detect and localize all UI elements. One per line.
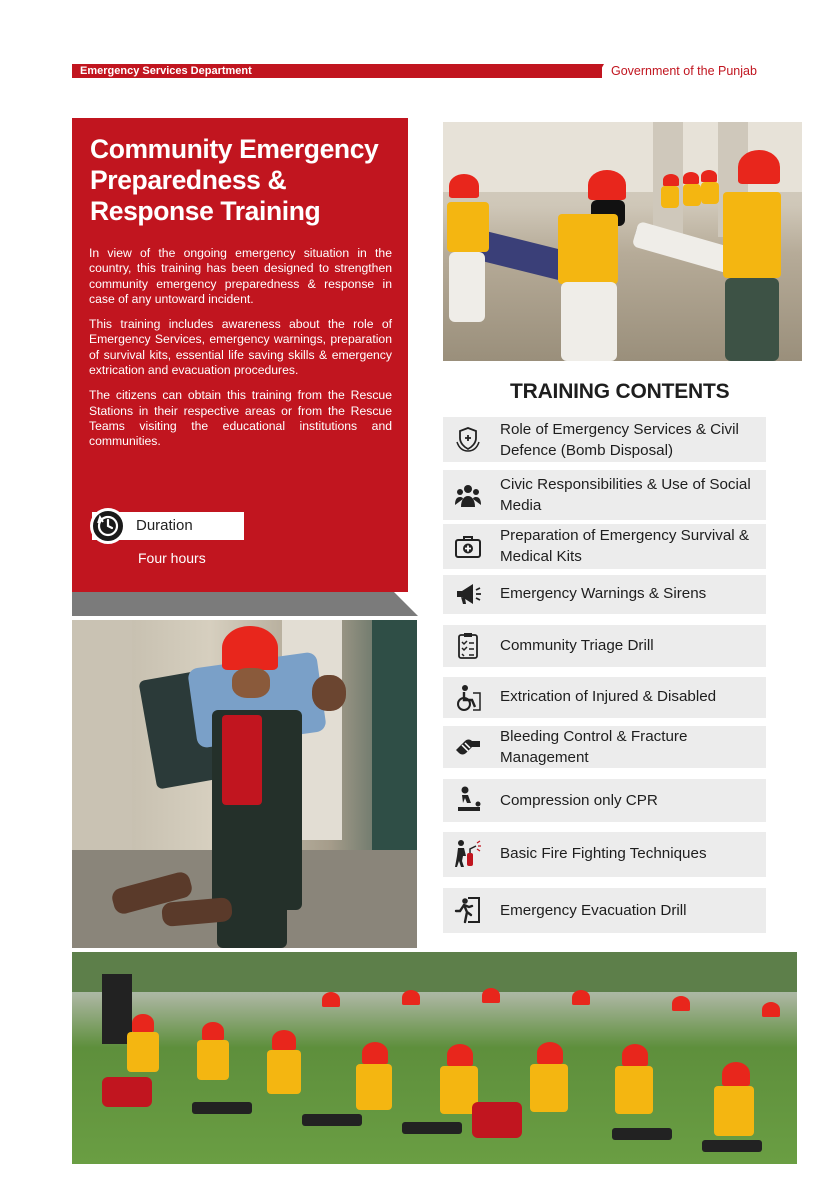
medical-kit-icon [453, 531, 483, 561]
training-contents-title: TRAINING CONTENTS [510, 380, 730, 403]
shield-hands-icon [453, 424, 483, 454]
page-title: Community Emergency Preparedness & Response Training [90, 134, 379, 226]
list-item [443, 779, 766, 822]
community-icon [453, 480, 483, 510]
info-panel [72, 118, 408, 592]
intro-paragraph: In view of the ongoing emergency situation in the country, this training has been designed to strengthen community emergency preparedness & response in case of any untoward incident. [89, 246, 392, 306]
availability-paragraph: The citizens can obtain this training from the Rescue Stations in their respective areas or from the Rescue Teams visiting the educational institutions and communities. [89, 388, 392, 449]
cpr-training-photo [72, 952, 797, 1164]
cpr-icon [453, 785, 483, 815]
list-item [443, 726, 766, 768]
duration-value: Four hours [138, 550, 206, 566]
list-item [443, 677, 766, 718]
list-item [443, 524, 766, 569]
list-item-label: Basic Fire Fighting Techniques [500, 845, 707, 862]
clipboard-checklist-icon [453, 631, 483, 661]
clock-icon [90, 508, 126, 544]
wheelchair-icon [453, 683, 483, 713]
list-item [443, 575, 766, 614]
department-name: Emergency Services Department [80, 65, 252, 77]
list-item [443, 470, 766, 520]
panel-shadow-strip [72, 590, 418, 616]
header-bar-notch [596, 64, 604, 78]
list-item-label: Community Triage Drill [500, 637, 654, 654]
bandaged-hand-icon [453, 732, 483, 762]
panel-description [89, 246, 392, 460]
list-item [443, 832, 766, 877]
fire-extinguisher-icon [453, 839, 483, 869]
fireman-carry-photo [72, 620, 417, 948]
list-item [443, 625, 766, 667]
list-item-label: Role of Emergency Services & Civil Defence (Bomb Disposal) [500, 421, 739, 459]
list-item-label: Extrication of Injured & Disabled [500, 688, 717, 705]
list-item-label: Emergency Evacuation Drill [500, 902, 687, 919]
duration-label: Duration [136, 517, 193, 534]
list-item-label: Preparation of Emergency Survival & Medical Kits [500, 527, 750, 565]
list-item [443, 888, 766, 933]
content-paragraph: This training includes awareness about the role of Emergency Services, emergency warnings, preparation of survival kits, essential life saving skills & emergency extrication and evacuation procedures. [89, 317, 392, 378]
list-item-label: Emergency Warnings & Sirens [500, 585, 707, 602]
government-name: Government of the Punjab [611, 64, 757, 78]
exit-door-icon [453, 895, 483, 925]
stretcher-drill-photo [443, 122, 802, 361]
megaphone-icon [453, 579, 483, 609]
list-item-label: Compression only CPR [500, 792, 658, 809]
list-item-label: Civic Responsibilities & Use of Social Media [500, 476, 751, 514]
list-item-label: Bleeding Control & Fracture Management [500, 728, 688, 766]
list-item [443, 417, 766, 462]
